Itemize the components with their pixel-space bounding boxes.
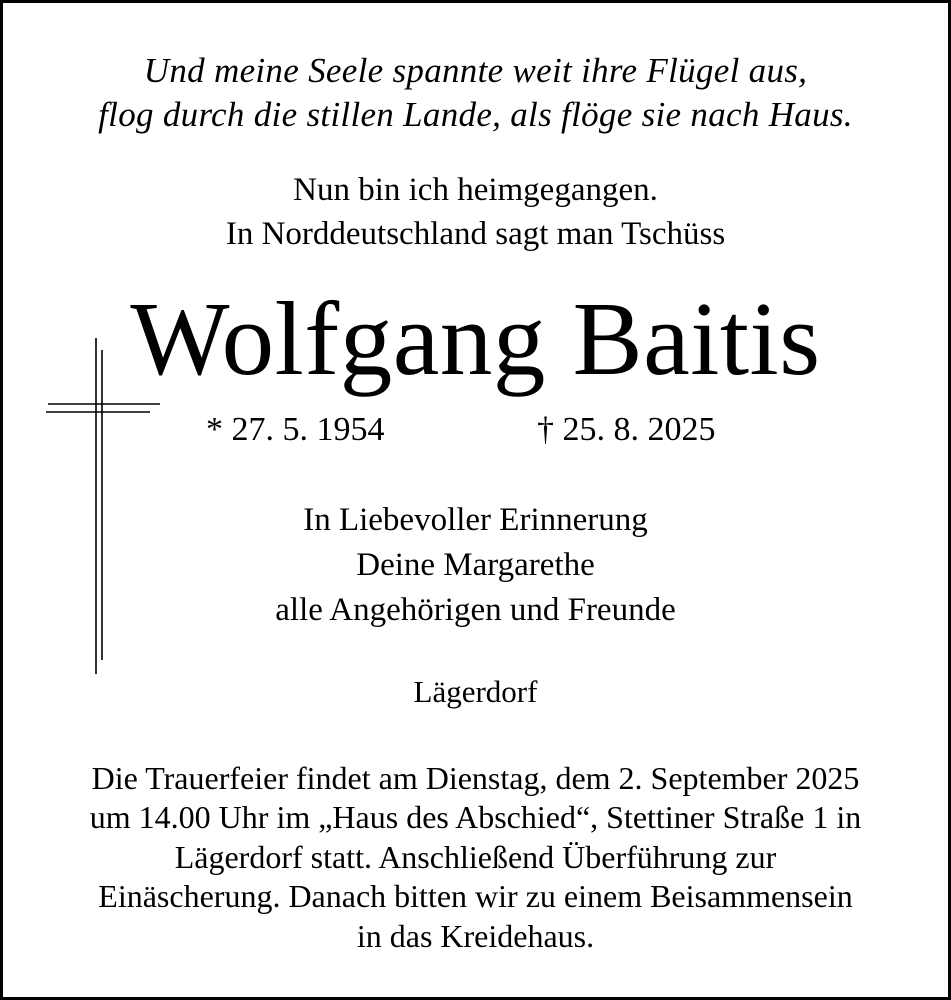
intro-line-1: Nun bin ich heimgegangen. (293, 172, 658, 208)
mourners-line-3: alle Angehörigen und Freunde (275, 592, 676, 628)
place-name: Lägerdorf (413, 674, 538, 709)
service-notice-line-5: in das Kreidehaus. (356, 918, 595, 954)
service-notice-line-2: um 14.00 Uhr im „Haus des Abschied“, Stettiner Straße 1 in (89, 799, 862, 835)
mourners-line-1: In Liebevoller Erinnerung (303, 502, 648, 538)
verse-line-2: flog durch die stillen Lande, als flöge sie nach Haus. (98, 95, 853, 134)
intro-line-2: In Norddeutschland sagt man Tschüss (225, 216, 726, 252)
deceased-name: Wolfgang Baitis (130, 280, 821, 397)
verse-line-1: Und meine Seele spannte weit ihre Flügel aus, (143, 51, 808, 90)
mourners-line-2: Deine Margarethe (356, 547, 595, 583)
birth-date: * 27. 5. 1954 (206, 411, 385, 448)
death-date: † 25. 8. 2025 (537, 411, 716, 448)
service-notice-line-3: Lägerdorf statt. Anschließend Überführung zur (174, 839, 777, 875)
service-notice-line-4: Einäscherung. Danach bitten wir zu einem Beisammensein (98, 878, 853, 914)
service-notice-line-1: Die Trauerfeier findet am Dienstag, dem 2. September 2025 (91, 760, 860, 796)
